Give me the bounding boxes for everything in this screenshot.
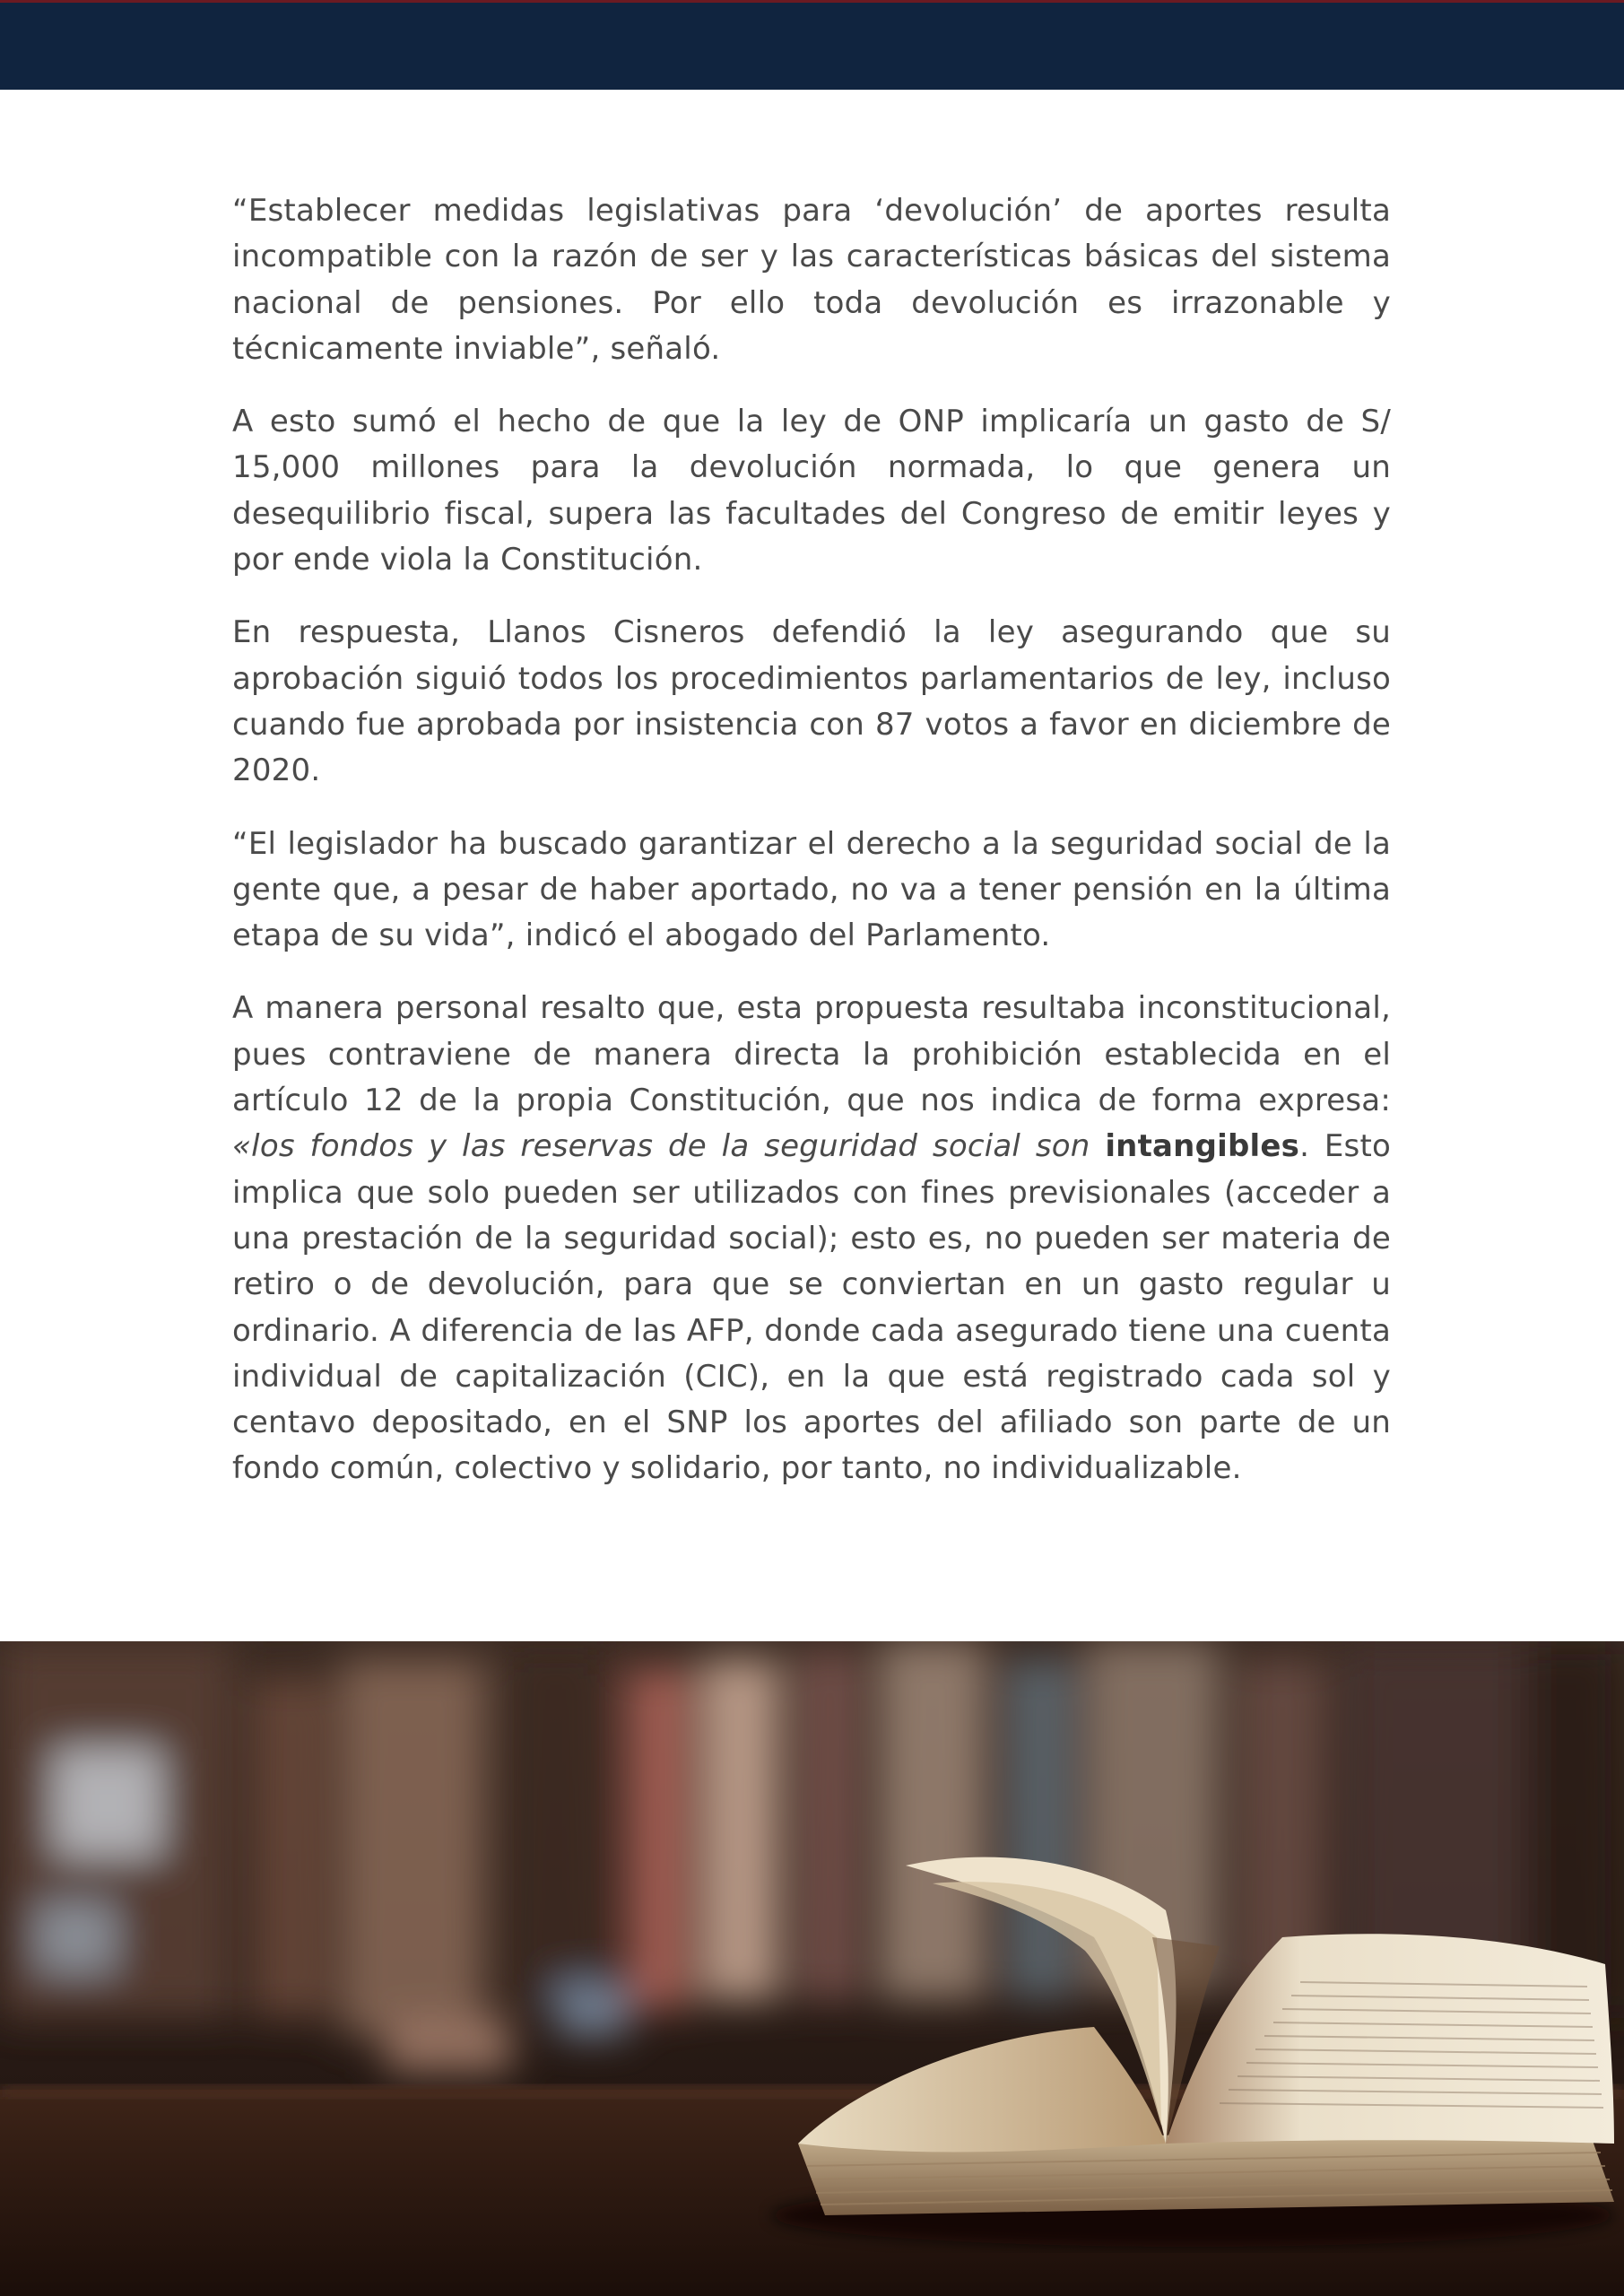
paragraph-2: A esto sumó el hecho de que la ley de ONP implicaría un gasto de S/ 15,000 millones para la devolución normada, lo que genera un desequilibrio fiscal, supera las facultades del Congreso de emitir leyes y por ende viola la Constitución. xyxy=(232,404,1391,578)
constitution-quote: «los fondos y las reservas de la seguridad social son xyxy=(232,1128,1106,1165)
paragraph-5-rest: . Esto implica que solo pueden ser utilizados con fines previsionales (acceder a una prestación de la seguridad social); esto es, no pueden ser materia de retiro o de devolución, para que se conviertan en un gasto regular u ordinario. A diferencia de las AFP, donde cada asegurado tiene una cuenta individual de capitalización (CIC), en la que está registrado cada sol y centavo depositado, en el SNP los aportes del afiliado son parte de un fondo común, colectivo y solidario, por tanto, no individualizable. xyxy=(232,1128,1391,1487)
paragraph-5 xyxy=(232,986,1391,1492)
paragraph-5-intro: A manera personal resalto que, esta propuesta resultaba inconstitucional, pues contraviene de manera directa la prohibición establecida en el artículo 12 de la propia Constitución, que nos indica de forma expresa: xyxy=(232,990,1391,1119)
paragraph-1: “Establecer medidas legislativas para ‘devolución’ de aportes resulta incompatible con la razón de ser y las características básicas del sistema nacional de pensiones. Por ello toda devolución es irrazonable y técnicamente inviable”, señaló. xyxy=(232,193,1391,367)
paragraph-3: En respuesta, Llanos Cisneros defendió la ley asegurando que su aprobación siguió todos los procedimientos parlamentarios de ley, incluso cuando fue aprobada por insistencia con 87 votos a favor en diciembre de 2020. xyxy=(232,614,1391,789)
paragraph-4: “El legislador ha buscado garantizar el derecho a la seguridad social de la gente que, a pesar de haber aportado, no va a tener pensión en la última etapa de su vida”, indicó el abogado del Parlamento. xyxy=(232,825,1391,954)
open-book-photo xyxy=(0,1641,1624,2296)
intangibles-term: intangibles xyxy=(1105,1128,1300,1165)
header-band xyxy=(0,0,1624,90)
article-body xyxy=(232,188,1391,1519)
